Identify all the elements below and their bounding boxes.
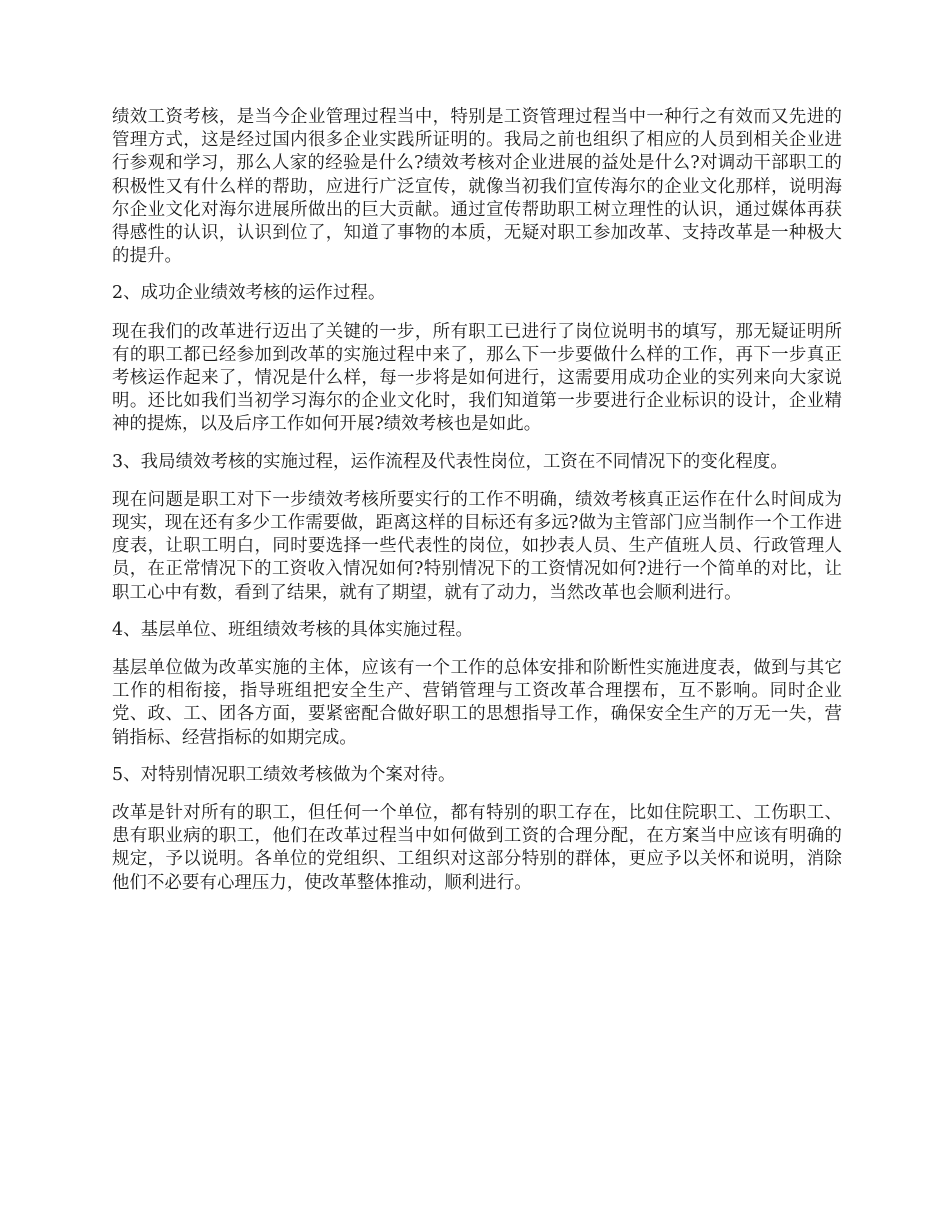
document-body <box>112 106 842 909</box>
section-heading-4: 4、基层单位、班组绩效考核的具体实施过程。 <box>112 619 473 640</box>
paragraph-section-2: 现在我们的改革进行迈出了关键的一步，所有职工已进行了岗位说明书的填写，那无疑证明所有的职工都已经参加到改革的实施过程中来了，那么下一步要做什么样的工作，再下一步真正考核运作起来了，情况是什么样，每一步将是如何进行，这需要用成功企业的实列来向大家说明。还比如我们当初学习海尔的企业文化时，我们知道第一步要进行企业标识的设计，企业精神的提炼，以及后序工作如何开展?绩效考核也是如此。 <box>112 321 842 435</box>
section-heading-2: 2、成功企业绩效考核的运作过程。 <box>112 283 386 304</box>
paragraph-section-3: 现在问题是职工对下一步绩效考核所要实行的工作不明确，绩效考核真正运作在什么时间成为现实，现在还有多少工作需要做，距离这样的目标还有多远?做为主管部门应当制作一个工作进度表，让职工明白，同时要选择一些代表性的岗位，如抄表人员、生产值班人员、行政管理人员，在正常情况下的工资收入情况如何?特别情况下的工资情况如何?进行一个简单的对比，让职工心中有数，看到了结果，就有了期望，就有了动力，当然改革也会顺利进行。 <box>112 489 842 603</box>
section-heading-3: 3、我局绩效考核的实施过程，运作流程及代表性岗位，工资在不同情况下的变化程度。 <box>112 451 788 472</box>
paragraph-section-4: 基层单位做为改革实施的主体，应该有一个工作的总体安排和阶断性实施进度表，做到与其它工作的相衔接，指导班组把安全生产、营销管理与工资改革合理摆布，互不影响。同时企业党、政、工、团各方面，要紧密配合做好职工的思想指导工作，确保安全生产的万无一失，营销指标、经营指标的如期完成。 <box>112 658 842 748</box>
paragraph-section-5: 改革是针对所有的职工，但任何一个单位，都有特别的职工存在，比如住院职工、工伤职工、患有职业病的职工，他们在改革过程当中如何做到工资的合理分配，在方案当中应该有明确的规定，予以说明。各单位的党组织、工组织对这部分特别的群体，更应予以关怀和说明，消除他们不必要有心理压力，使改革整体推动，顺利进行。 <box>112 803 842 893</box>
section-heading-5: 5、对特别情况职工绩效考核做为个案对待。 <box>112 764 456 785</box>
paragraph-intro: 绩效工资考核，是当今企业管理过程当中，特别是工资管理过程当中一种行之有效而又先进的管理方式，这是经过国内很多企业实践所证明的。我局之前也组织了相应的人员到相关企业进行参观和学习，那么人家的经验是什么?绩效考核对企业进展的益处是什么?对调动干部职工的积极性又有什么样的帮助，应进行广泛宣传，就像当初我们宣传海尔的企业文化那样，说明海尔企业文化对海尔进展所做出的巨大贡献。通过宣传帮助职工树立理性的认识，通过媒体再获得感性的认识，认识到位了，知道了事物的本质，无疑对职工参加改革、支持改革是一种极大的提升。 <box>112 107 842 267</box>
